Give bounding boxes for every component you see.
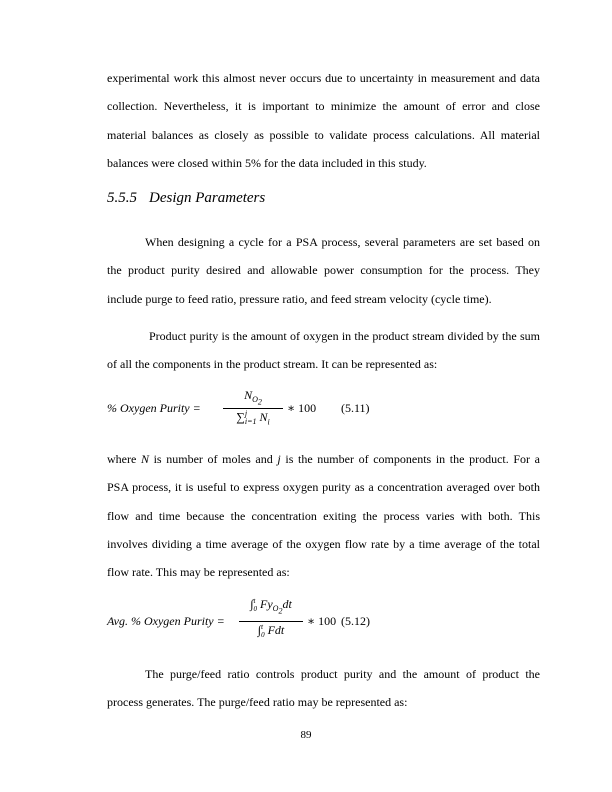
numerator-body: Fy xyxy=(260,597,273,611)
text-line: the product purity desired and allowable power consumption for the process. They xyxy=(107,263,540,278)
integral-symbol: ∫ xyxy=(250,597,254,611)
numerator-subscript: O xyxy=(252,395,258,405)
numerator-subscript: O xyxy=(272,604,279,614)
equation-rhs: ∗ 100 xyxy=(307,614,337,628)
equation-denominator xyxy=(223,410,283,426)
sum-lower-limit: i=1 xyxy=(244,417,257,427)
text-fragment: is the number of components in the product. For a xyxy=(280,452,540,466)
equation-numerator xyxy=(223,388,283,407)
section-heading xyxy=(107,190,265,207)
paragraph-purge-feed xyxy=(107,660,540,717)
text-line: The purge/feed ratio controls product purity and the amount of product the xyxy=(145,667,540,681)
sum-symbol: ∑ xyxy=(236,410,245,424)
equation-denominator xyxy=(239,623,303,639)
numerator-differential: dt xyxy=(282,597,292,611)
integral-upper-limit: t xyxy=(253,597,256,606)
sum-upper-limit: j xyxy=(244,409,248,419)
fraction-bar xyxy=(223,408,283,409)
equation-numerator xyxy=(239,597,303,616)
fraction-bar xyxy=(239,621,303,622)
denominator-subscript: i xyxy=(267,417,270,427)
denominator-variable: N xyxy=(259,410,268,424)
text-line: material balances as closely as possible to validate process calculations. All material xyxy=(107,127,540,142)
equation-5-12 xyxy=(107,597,437,647)
text-line: collection. Nevertheless, it is important to minimize the amount of error and close xyxy=(107,99,540,114)
numerator-variable: N xyxy=(244,388,253,402)
paragraph-design-intro xyxy=(107,228,540,313)
text-line: When designing a cycle for a PSA process, several parameters are set based on xyxy=(145,235,540,249)
integral-symbol: ∫ xyxy=(257,623,262,637)
paragraph-oxygen-purity-average xyxy=(107,445,540,586)
text-line: flow rate. This may be represented as: xyxy=(107,565,290,580)
section-number: 5.5.5 xyxy=(107,190,137,206)
text-line: involves dividing a time average of the oxygen flow rate by a time average of the total xyxy=(107,536,540,551)
numerator-subsubscript: 2 xyxy=(257,397,262,407)
paragraph-material-balances xyxy=(107,64,540,177)
equation-lhs: % Oxygen Purity = xyxy=(107,401,201,415)
text-fragment: is number of moles and xyxy=(148,452,278,466)
text-line: process generates. The purge/feed ratio may be represented as: xyxy=(107,695,408,710)
equation-number: (5.11) xyxy=(341,401,370,415)
equation-rhs: ∗ 100 xyxy=(287,401,317,415)
text-line xyxy=(107,445,540,473)
text-line: Product purity is the amount of oxygen in the product stream divided by the sum xyxy=(149,329,540,343)
integral-lower-limit: 0 xyxy=(253,605,257,614)
section-title: Design Parameters xyxy=(149,190,266,206)
text-line: of all the components in the product stream. It can be represented as: xyxy=(107,357,438,372)
text-line: balances were closed within 5% for the data included in this study. xyxy=(107,155,427,170)
page-number: 89 xyxy=(300,729,312,741)
paragraph-product-purity xyxy=(107,322,540,379)
text-line: PSA process, it is useful to express oxygen purity as a concentration averaged over both xyxy=(107,480,540,495)
integral-lower-limit: 0 xyxy=(261,631,265,640)
equation-lhs: Avg. % Oxygen Purity = xyxy=(107,614,225,628)
variable-j: j xyxy=(277,452,281,466)
equation-number: (5.12) xyxy=(341,614,370,628)
variable-n: N xyxy=(140,452,149,466)
text-line: include purge to feed ratio, pressure ratio, and feed stream velocity (cycle time). xyxy=(107,291,492,306)
equation-5-11 xyxy=(107,388,407,434)
text-fragment: where xyxy=(107,452,141,466)
text-line: flow and time because the concentration exiting the process varies with both. This xyxy=(107,508,540,523)
numerator-subsubscript: 2 xyxy=(278,606,283,616)
text-line: experimental work this almost never occurs due to uncertainty in measurement and data xyxy=(107,71,540,85)
integral-upper-limit: t xyxy=(261,623,264,632)
denominator-body: Fdt xyxy=(267,623,285,637)
